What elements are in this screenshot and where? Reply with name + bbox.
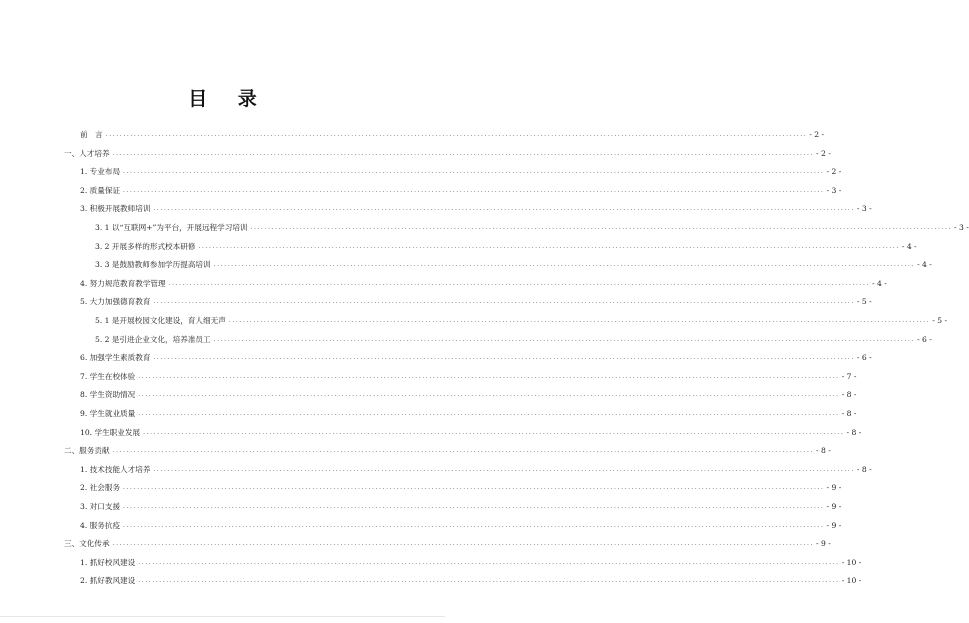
toc-entry[interactable] [80,163,842,177]
toc-leader-dots: ........................................................................................................................................................................................................ [112,540,815,548]
toc-entry-label: 三、文化传承 [64,539,110,549]
toc-leader-dots: ........................................................................................................................................................................................................ [168,279,871,287]
toc-entry[interactable] [80,554,862,568]
toc-entry-page-number: - 8 - [841,409,857,418]
toc-entry-page-number: - 4 - [872,278,887,288]
toc-entry-label: 3. 2 开展多样的形式校本研修 [95,241,196,251]
toc-leader-dots: ........................................................................................................................................................................................................ [112,447,815,455]
toc-entry-label: 2. 质量保证 [80,185,121,195]
toc-leader-dots: ........................................................................................................................................................................................................ [213,335,916,343]
toc-entry[interactable] [64,145,831,159]
toc-leader-dots: ........................................................................................................................................................................................................ [138,410,840,417]
toc-leader-dots: ........................................................................................................................................................................................................ [250,224,952,231]
toc-entry-label: 一、人才培养 [64,148,110,158]
toc-entry-page-number: - 8 - [816,446,831,456]
toc-entry-page-number: - 8 - [846,427,862,437]
toc-leader-dots: ........................................................................................................................................................................................................ [123,484,825,492]
toc-entry-label: 前 言 [80,130,103,139]
toc-entry-label: 8. 学生资助情况 [80,390,136,400]
toc-entry-label: 5. 大力加强德育教育 [80,297,151,307]
toc-entry[interactable] [95,219,969,233]
toc-entry[interactable] [95,256,932,270]
toc-entry-page-number: - 6 - [917,334,932,344]
toc-entry-page-number: - 5 - [856,297,872,307]
toc-entry-page-number: - 9 - [826,520,842,530]
toc-entry-label: 1. 技术技能人才培养 [80,464,151,474]
page-bottom-edge [0,616,445,617]
toc-entry[interactable] [64,535,831,549]
toc-entry-page-number: - 4 - [901,241,917,251]
toc-leader-dots: ........................................................................................................................................................................................................ [143,428,845,436]
toc-entry[interactable] [80,498,842,512]
toc-entry[interactable] [80,182,842,196]
toc-entry-page-number: - 8 - [841,390,857,400]
toc-entry-page-number: - 6 - [856,353,872,363]
toc-entry-label: 10. 学生职业发展 [80,427,141,437]
toc-leader-dots: ........................................................................................................................................................................................................ [123,503,825,510]
toc-entry-label: 9. 学生就业质量 [80,409,136,418]
toc-entry-page-number: - 5 - [932,316,948,325]
toc-leader-dots: ........................................................................................................................................................................................................ [153,465,855,473]
toc-entry[interactable] [80,461,872,475]
toc-entry-label: 二、服务贡献 [64,446,110,456]
toc-leader-dots: ........................................................................................................................................................................................................ [138,558,840,566]
toc-leader-dots: ........................................................................................................................................................................................................ [153,298,855,306]
toc-leader-dots: ........................................................................................................................................................................................................ [138,577,840,585]
toc-leader-dots: ........................................................................................................................................................................................................ [123,521,825,529]
toc-entry-page-number: - 2 - [826,167,842,177]
toc-leader-dots: ........................................................................................................................................................................................................ [105,131,808,138]
toc-entry-label: 3. 1 以“互联网+”为平台，开展远程学习培训 [95,223,248,232]
toc-entry-label: 2. 社会服务 [80,483,121,493]
toc-entry-page-number: - 7 - [841,371,857,381]
toc-leader-dots: ........................................................................................................................................................................................................ [112,149,815,157]
toc-leader-dots: ........................................................................................................................................................................................................ [213,261,916,269]
toc-leader-dots: ........................................................................................................................................................................................................ [123,168,825,176]
toc-entry-label: 5. 2 是引进企业文化，培养准员工 [95,334,211,344]
toc-entry-page-number: - 3 - [953,223,969,232]
toc-entry[interactable] [80,386,857,400]
toc-entry-label: 3. 积极开展教师培训 [80,204,151,214]
toc-entry[interactable] [80,517,842,531]
toc-entry-label: 4. 服务抗疫 [80,520,121,530]
page-title: 目 录 [188,88,269,110]
toc-entry-page-number: - 9 - [826,502,842,511]
toc-entry[interactable] [95,331,932,345]
toc-entry[interactable] [80,479,842,493]
toc-entry[interactable] [95,312,948,326]
toc-entry[interactable] [80,349,872,363]
toc-entry-label: 2. 抓好教风建设 [80,576,136,586]
toc-entry-label: 7. 学生在校体验 [80,371,136,381]
toc-entry-label: 4. 努力规范教育教学管理 [80,278,166,288]
toc-leader-dots: ........................................................................................................................................................................................................ [138,372,840,380]
toc-entry[interactable] [80,275,887,289]
toc-entry-label: 1. 专业布局 [80,167,121,177]
toc-entry[interactable] [80,126,825,140]
toc-entry-page-number: - 8 - [856,464,872,474]
toc-entry[interactable] [80,572,862,586]
toc-entry-page-number: - 2 - [809,130,825,139]
toc-entry-label: 6. 加强学生素质教育 [80,353,151,363]
toc-entry[interactable] [80,200,872,214]
toc-leader-dots: ........................................................................................................................................................................................................ [153,354,855,362]
toc-entry-page-number: - 9 - [826,483,842,493]
toc-entry-page-number: - 3 - [856,204,872,214]
toc-entry[interactable] [95,238,917,252]
toc-entry[interactable] [80,293,872,307]
toc-entry-label: 1. 抓好校风建设 [80,557,136,567]
toc-leader-dots: ........................................................................................................................................................................................................ [228,317,931,324]
toc-entry-page-number: - 4 - [917,260,932,270]
toc-entry[interactable] [80,405,857,419]
toc-leader-dots: ........................................................................................................................................................................................................ [153,205,855,213]
toc-entry[interactable] [80,368,857,382]
toc-entry-page-number: - 10 - [841,557,862,567]
toc-entry-page-number: - 9 - [816,539,831,549]
toc-entry-label: 3. 对口支援 [80,502,121,511]
toc-entry-page-number: - 10 - [841,576,862,586]
toc-leader-dots: ........................................................................................................................................................................................................ [123,186,825,194]
toc-leader-dots: ........................................................................................................................................................................................................ [198,242,900,250]
toc-leader-dots: ........................................................................................................................................................................................................ [138,391,840,399]
toc-entry-page-number: - 3 - [826,185,842,195]
toc-entry[interactable] [80,424,862,438]
toc-entry-page-number: - 2 - [816,148,831,158]
toc-entry[interactable] [64,442,831,456]
toc-entry-label: 3. 3 是鼓励教师参加学历提高培训 [95,260,211,270]
toc-entry-label: 5. 1 是开展校园文化建设，育人细无声 [95,316,226,325]
